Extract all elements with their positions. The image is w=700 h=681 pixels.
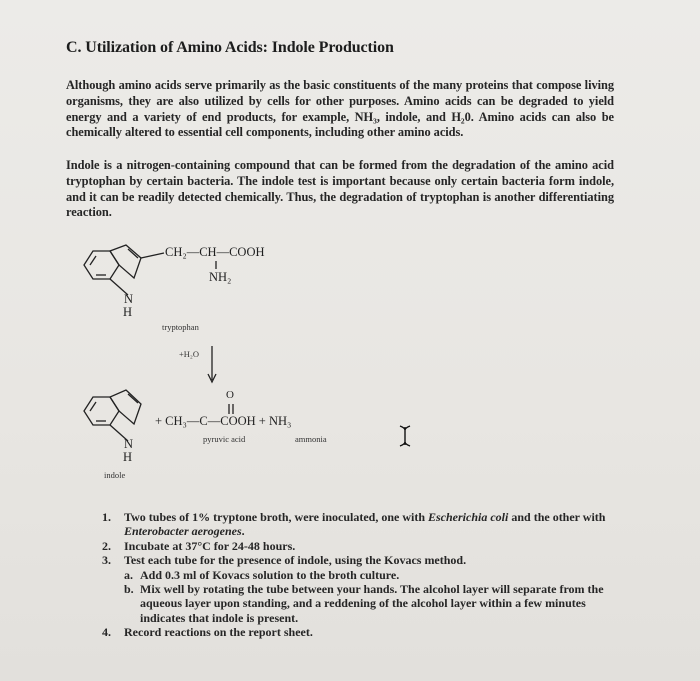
procedure-steps [102,510,622,640]
step-2-number: 2. [102,538,111,553]
step-4 [102,625,622,639]
step-1-organism-2: Enterobacter aerogenes [124,524,242,539]
step-1 [102,510,622,539]
section-heading: C. Utilization of Amino Acids: Indole Production [66,39,394,56]
step-3a [102,568,622,582]
paragraph-amino-acids: Although amino acids serve primarily as the basic constituents of the many proteins that compose living organisms, they are also utilized by cells for other purposes. Amino acids can be degraded to yield energy and a variety of end products, for example, NH₃, indole, and H₂0. Amino acids can also be chemically altered to essential cell components, including other amino acids. [66,78,614,140]
carbonyl-oxygen: O [226,389,234,401]
indole-label: indole [104,470,126,480]
step-3 [102,553,622,567]
step-3b-text: Mix well by rotating the tube between your hands. The alcohol layer will separate from the aqueous layer upon standing, and a reddening of the alcohol layer within a few minutes indicates that indole is present. [140,582,604,625]
tryptophan-label: tryptophan [162,322,199,332]
step-1-text: Two tubes of 1% tryptone broth, were inoculated, one with [124,510,428,524]
tryptophan-ring-hydrogen: H [123,305,133,319]
step-3-number: 3. [102,553,111,568]
tryptophan-pyrrole-ring [110,245,141,278]
step-1-number: 1. [102,510,111,524]
step-2-text: Incubate at 37°C for 24-48 hours. [124,538,296,553]
products-equation: + CH₃—C—COOH + NH₃ [155,414,292,428]
step-1-text-mid: and the other with [508,510,606,524]
step-2 [102,539,622,553]
step-3a-letter: a. [124,567,133,582]
step-3b-letter: b. [124,582,134,597]
tryptophan-ring-nitrogen: N [124,292,134,306]
tryptophan-amino-group: NH₂ [209,270,232,284]
step-1-text-end: . [241,524,245,539]
step-3a-text: Add 0.3 ml of Kovacs solution to the broth culture. [140,567,400,582]
pyruvic-acid-label: pyruvic acid [203,434,246,444]
tryptophan-side-chain: CH₂—CH—COOH [165,245,265,259]
step-3b [102,582,622,625]
ammonia-label: ammonia [295,434,327,444]
indole-ring-hydrogen: H [123,450,133,464]
paragraph-indole: Indole is a nitrogen-containing compound that can be formed from the degradation of the amino acid tryptophan by certain bacteria. The indole test is important because only certain bacteria form indole, and it can be readily detected chemically. Thus, the degradation of tryptophan is another differentiating reaction. [66,158,614,220]
text-cursor-icon [398,424,412,448]
indole-ring-nitrogen: N [124,437,134,451]
water-label: +H₂O [179,349,200,359]
step-4-number: 4. [102,625,111,640]
step-4-text: Record reactions on the report sheet. [124,625,313,640]
step-3-text: Test each tube for the presence of indole, using the Kovacs method. [124,553,467,568]
step-1-organism-1: Escherichia coli [428,510,509,524]
